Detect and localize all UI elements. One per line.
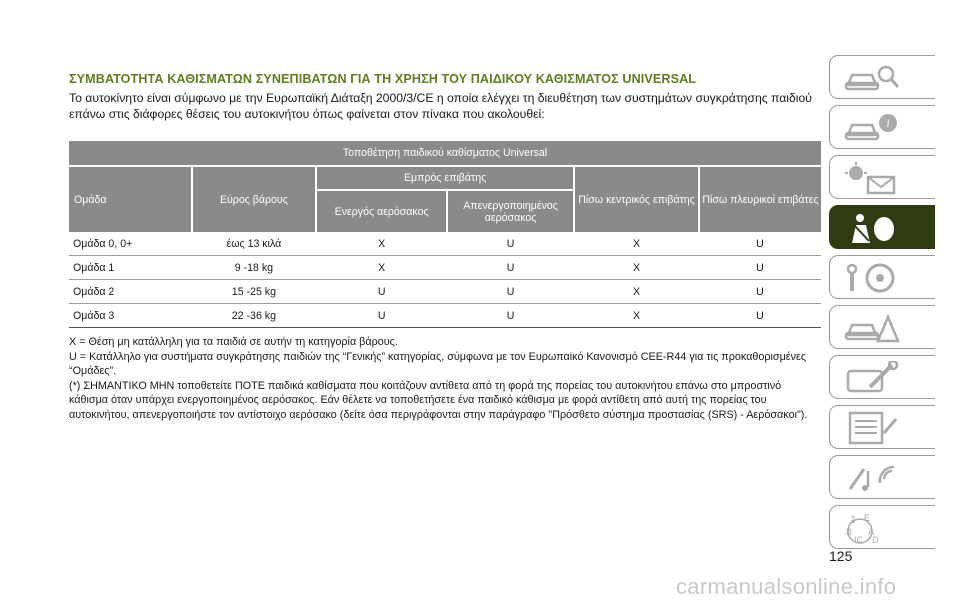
cell-rear-side: U: [699, 256, 821, 280]
tab-maintenance[interactable]: [829, 355, 935, 399]
car-search-icon: [842, 61, 902, 95]
car-info-icon: [842, 111, 902, 145]
note-u: U = Κατάλληλο για συστήματα συγκράτησης παιδιών της “Γενικής” κατηγορίας, σύμφωνα με τον Ευρωπαϊκό Κανονισμό CEE-R44 για τις προκαθορισμένες “Ομάδες”.: [69, 350, 807, 378]
cell-rear-center: X: [574, 256, 699, 280]
key-steering-wheel-icon: [842, 261, 902, 295]
cell-group: Ομάδα 1: [69, 256, 192, 280]
alphabetical-index-icon: [842, 511, 902, 545]
svg-text:E: E: [864, 513, 871, 523]
watermark: carmanualsonline.info: [676, 574, 897, 599]
page-number: 125: [829, 548, 853, 564]
cell-airbag-off: U: [447, 232, 574, 256]
tab-emergency[interactable]: [829, 305, 935, 349]
svg-text:IC: IC: [854, 535, 863, 545]
header-rear-center: Πίσω κεντρικός επιβάτης: [574, 166, 699, 232]
tab-index[interactable]: [829, 505, 935, 549]
tab-warning-lights[interactable]: [829, 155, 935, 199]
cell-rear-center: X: [574, 280, 699, 304]
table-row: [69, 304, 821, 328]
cell-airbag-off: U: [447, 304, 574, 328]
legend-notes: [69, 335, 821, 423]
tab-specifications[interactable]: [829, 405, 935, 449]
airbag-seatbelt-icon: [842, 211, 902, 245]
cell-rear-side: U: [699, 280, 821, 304]
multimedia-icon: [842, 461, 902, 495]
cell-group: Ομάδα 3: [69, 304, 192, 328]
table-row: [69, 232, 821, 256]
svg-text:i: i: [886, 116, 890, 130]
specifications-list-icon: [842, 411, 902, 445]
cell-rear-side: U: [699, 304, 821, 328]
cell-airbag-on: U: [316, 280, 447, 304]
note-important: (*) ΣΗΜΑΝΤΙΚΟ ΜΗΝ τοποθετείτε ΠΟΤΕ παιδικά καθίσματα που κοιτάζουν αντίθετα από τη φορά της πορείας του αυτοκινήτου επάνω στο μπροστινό κάθισμα όταν υπάρχει ενεργοποιημένος αερόσακος. Εάν θέλετε να τοποθετήσετε ένα παιδικό κάθισμα με φορά αντίθετη από αυτή της πορείας του αυτοκινήτου, απενεργοποιήστε τον αντίστοιχο αερόσακο (δείτε όσα περιγράφονται στην παράγραφο "Πρόσθετο σύστημα προστασίας (SRS) - Αερόσακοι").: [69, 379, 808, 421]
tab-car-info[interactable]: [829, 105, 935, 149]
svg-text:Z: Z: [850, 515, 856, 525]
cell-airbag-on: X: [316, 256, 447, 280]
section-title: ΣΥΜΒΑΤΟΤΗΤΑ ΚΑΘΙΣΜΑΤΩΝ ΣΥΝΕΠΙΒΑΤΩΝ ΓΙΑ ΤΗ ΧΡΗΣΗ ΤΟΥ ΠΑΙΔΙΚΟΥ ΚΑΘΙΣΜΑΤΟΣ UNIVERSAL: [69, 72, 697, 86]
child-seat-compatibility-table: [69, 141, 821, 328]
cell-rear-center: X: [574, 232, 699, 256]
svg-text:D: D: [872, 535, 879, 545]
table-main-header: Τοποθέτηση παιδικού καθίσματος Universal: [69, 141, 821, 166]
svg-text:A: A: [868, 527, 875, 537]
cell-airbag-on: U: [316, 304, 447, 328]
tab-start-drive[interactable]: [829, 255, 935, 299]
intro-paragraph: Το αυτοκίνητο είναι σύμφωνο με την Ευρωπαϊκή Διάταξη 2000/3/CE η οποία ελέγχει τη διευθέτηση των συστημάτων συγκράτησης παιδιού επάνω στις διάφορες θέσεις του αυτοκινήτου όπως φαίνεται στον πίνακα που ακολουθεί:: [69, 91, 812, 121]
service-wrench-icon: [842, 361, 902, 395]
header-rear-side: Πίσω πλευρικοί επιβάτες: [699, 166, 821, 232]
car-breakdown-icon: [842, 311, 902, 345]
svg-text:B: B: [846, 527, 853, 537]
header-airbag-off: Απενεργοποιημένος αερόσακος: [447, 190, 574, 232]
cell-group: Ομάδα 2: [69, 280, 192, 304]
header-group: Ομάδα: [69, 166, 192, 232]
cell-airbag-on: X: [316, 232, 447, 256]
tab-multimedia[interactable]: [829, 455, 935, 499]
tab-car-search[interactable]: [829, 55, 935, 99]
cell-weight: 22 -36 kg: [192, 304, 317, 328]
cell-weight: έως 13 κιλά: [192, 232, 317, 256]
cell-weight: 9 -18 kg: [192, 256, 317, 280]
tab-safety[interactable]: [829, 205, 935, 249]
cell-weight: 15 -25 kg: [192, 280, 317, 304]
table-row: [69, 280, 821, 304]
cell-group: Ομάδα 0, 0+: [69, 232, 192, 256]
cell-rear-side: U: [699, 232, 821, 256]
cell-airbag-off: U: [447, 256, 574, 280]
header-weight: Εύρος βάρους: [192, 166, 317, 232]
header-front-passenger: Εμπρός επιβάτης: [316, 166, 574, 190]
cell-rear-center: X: [574, 304, 699, 328]
warning-lights-mail-icon: [842, 161, 902, 195]
table-row: [69, 256, 821, 280]
note-x: X = Θέση μη κατάλληλη για τα παιδιά σε αυτήν τη κατηγορία βάρους.: [69, 336, 398, 348]
cell-airbag-off: U: [447, 280, 574, 304]
header-airbag-on: Ενεργός αερόσακος: [316, 190, 447, 232]
